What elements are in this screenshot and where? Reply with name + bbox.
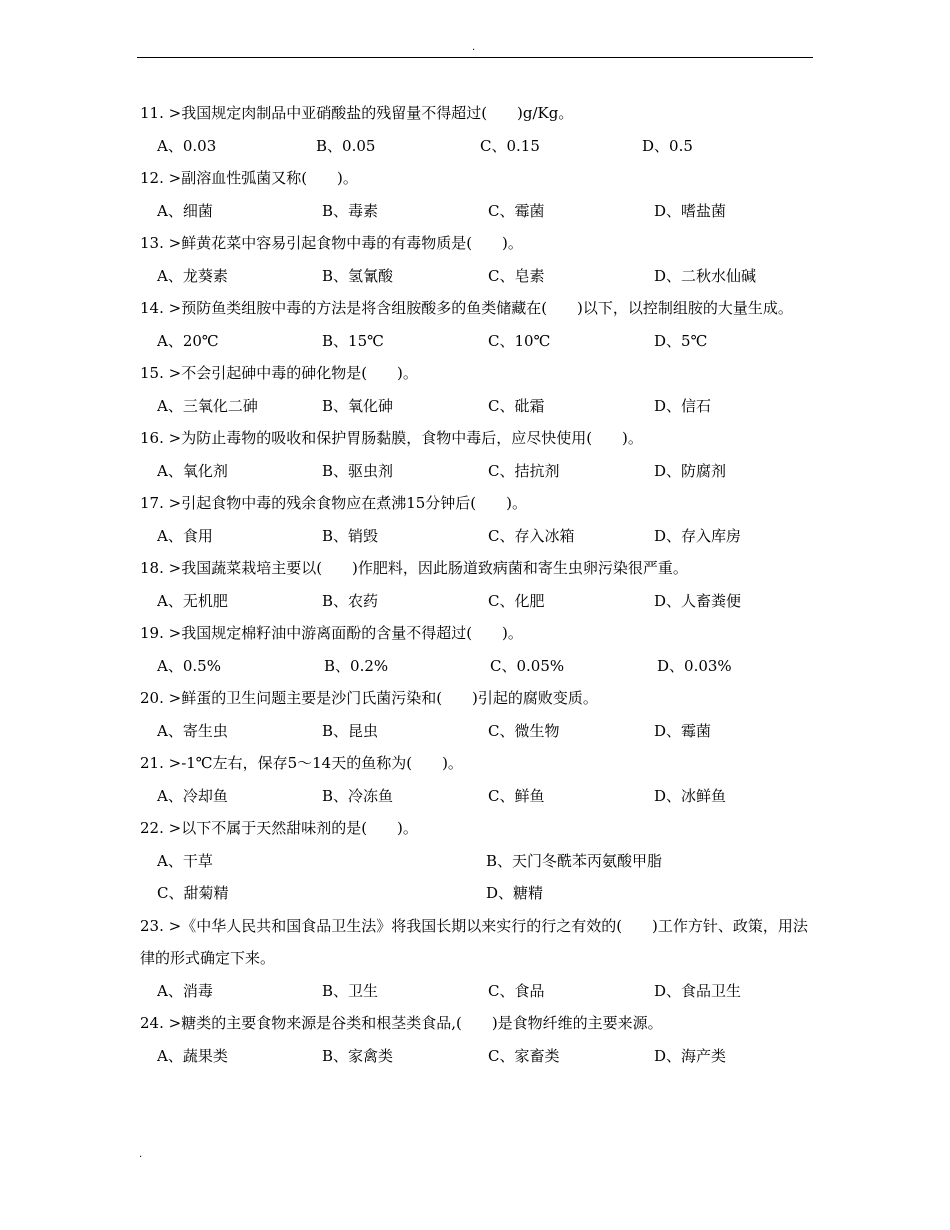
option-b: B、氧化砷: [322, 396, 394, 415]
option-b: B、15℃: [322, 331, 384, 350]
option-c: C、微生物: [488, 721, 560, 740]
question-15: [140, 357, 820, 422]
question-17: [140, 487, 820, 552]
option-a: A、0.03: [157, 136, 217, 155]
question-11: [140, 97, 820, 162]
question-text: 24. >糖类的主要食物来源是谷类和根茎类食品,( )是食物纤维的主要来源。: [140, 1014, 663, 1032]
option-row: [140, 715, 820, 748]
option-row: [140, 585, 820, 618]
question-23: [140, 910, 820, 1008]
option-c: C、0.05%: [490, 656, 565, 675]
option-c: C、化肥: [488, 591, 545, 610]
option-b: B、天门冬酰苯丙氨酸甲脂: [486, 851, 663, 870]
question-text: 20. >鲜蛋的卫生问题主要是沙门氏菌污染和( )引起的腐败变质。: [140, 689, 598, 707]
option-row: [140, 390, 820, 423]
question-12: [140, 162, 820, 227]
option-b: B、销毁: [322, 526, 379, 545]
question-text: 17. >引起食物中毒的残余食物应在煮沸15分钟后( )。: [140, 494, 527, 512]
question-text: 12. >副溶血性弧菌又称( )。: [140, 169, 358, 187]
question-14: [140, 292, 820, 357]
question-text: 18. >我国蔬菜栽培主要以( )作肥料，因此肠道致病菌和寄生虫卵污染很严重。: [140, 559, 688, 577]
option-a: A、三氧化二砷: [157, 396, 258, 415]
option-a: A、20℃: [157, 331, 219, 350]
option-row: [140, 1040, 820, 1073]
option-d: D、二秋水仙碱: [654, 266, 757, 285]
option-row: [140, 195, 820, 228]
option-c: C、10℃: [488, 331, 551, 350]
question-22: [140, 812, 820, 910]
question-text: 13. >鲜黄花菜中容易引起食物中毒的有毒物质是( )。: [140, 234, 523, 252]
option-b: B、昆虫: [322, 721, 379, 740]
option-row: [140, 130, 820, 163]
question-text: 14. >预防鱼类组胺中毒的方法是将含组胺酸多的鱼类储藏在( )以下，以控制组胺的大量生成。: [140, 299, 793, 317]
option-a: A、寄生虫: [157, 721, 228, 740]
option-a: A、消毒: [157, 981, 213, 1000]
question-13: [140, 227, 820, 292]
option-row: [140, 260, 820, 293]
option-a: A、龙葵素: [157, 266, 228, 285]
option-d: D、食品卫生: [654, 981, 742, 1000]
option-a: A、冷却鱼: [157, 786, 228, 805]
option-c: C、甜菊精: [157, 884, 229, 902]
option-a: A、干草: [157, 851, 213, 870]
question-list: [140, 97, 820, 1072]
option-d: D、存入库房: [654, 526, 742, 545]
option-d: D、0.5: [642, 136, 693, 155]
option-d: D、人畜粪便: [654, 591, 742, 610]
option-row: [140, 520, 820, 553]
option-c: C、拮抗剂: [488, 461, 560, 480]
option-a: A、蔬果类: [157, 1046, 228, 1065]
option-b: B、卫生: [322, 981, 379, 1000]
option-c: C、食品: [488, 981, 545, 1000]
option-c: C、砒霜: [488, 396, 545, 415]
option-row: [140, 975, 820, 1008]
option-d: D、5℃: [654, 331, 708, 350]
option-c: C、家畜类: [488, 1046, 560, 1065]
option-b: B、家禽类: [322, 1046, 394, 1065]
option-d: D、0.03%: [657, 656, 732, 675]
option-c: C、皂素: [488, 266, 545, 285]
option-d: D、嗜盐菌: [654, 201, 727, 220]
option-b: B、0.05: [316, 136, 376, 155]
option-row: [140, 845, 820, 910]
question-text: 22. >以下不属于天然甜味剂的是( )。: [140, 819, 418, 837]
option-a: A、氧化剂: [157, 461, 228, 480]
option-c: C、0.15: [480, 136, 540, 155]
option-d: D、糖精: [486, 884, 544, 902]
option-c: C、鲜鱼: [488, 786, 545, 805]
option-b: B、毒素: [322, 201, 379, 220]
option-d: D、海产类: [654, 1046, 727, 1065]
question-18: [140, 552, 820, 617]
header-mark: .: [472, 42, 476, 53]
option-d: D、霉菌: [654, 721, 712, 740]
question-text: 21. >-1℃左右，保存5～14天的鱼称为( )。: [140, 754, 463, 772]
option-row: [140, 780, 820, 813]
option-a: A、无机肥: [157, 591, 228, 610]
option-a: A、细菌: [157, 201, 213, 220]
header-rule: [137, 57, 813, 58]
option-a: A、食用: [157, 526, 213, 545]
question-24: [140, 1007, 820, 1072]
option-d: D、防腐剂: [654, 461, 727, 480]
option-row: [140, 325, 820, 358]
option-b: B、驱虫剂: [322, 461, 394, 480]
option-d: D、冰鲜鱼: [654, 786, 727, 805]
option-a: A、0.5%: [157, 656, 221, 675]
question-text: 16. >为防止毒物的吸收和保护胃肠黏膜，食物中毒后，应尽快使用( )。: [140, 429, 643, 447]
question-text: 23. >《中华人民共和国食品卫生法》将我国长期以来实行的行之有效的( )工作方针、政策，用法律的形式确定下来。: [140, 916, 808, 967]
question-19: [140, 617, 820, 682]
option-c: C、霉菌: [488, 201, 545, 220]
option-row: [140, 650, 820, 683]
question-21: [140, 747, 820, 812]
option-b: B、冷冻鱼: [322, 786, 394, 805]
option-b: B、氢氰酸: [322, 266, 394, 285]
question-text: 15. >不会引起砷中毒的砷化物是( )。: [140, 364, 418, 382]
footer-mark: .: [139, 1149, 143, 1160]
option-d: D、信石: [654, 396, 712, 415]
question-text: 19. >我国规定棉籽油中游离面酚的含量不得超过( )。: [140, 624, 523, 642]
question-text: 11. >我国规定肉制品中亚硝酸盐的残留量不得超过( )g/Kg。: [140, 104, 574, 122]
option-c: C、存入冰箱: [488, 526, 575, 545]
option-b: B、农药: [322, 591, 379, 610]
question-20: [140, 682, 820, 747]
question-16: [140, 422, 820, 487]
option-row: [140, 455, 820, 488]
option-b: B、0.2%: [324, 656, 389, 675]
